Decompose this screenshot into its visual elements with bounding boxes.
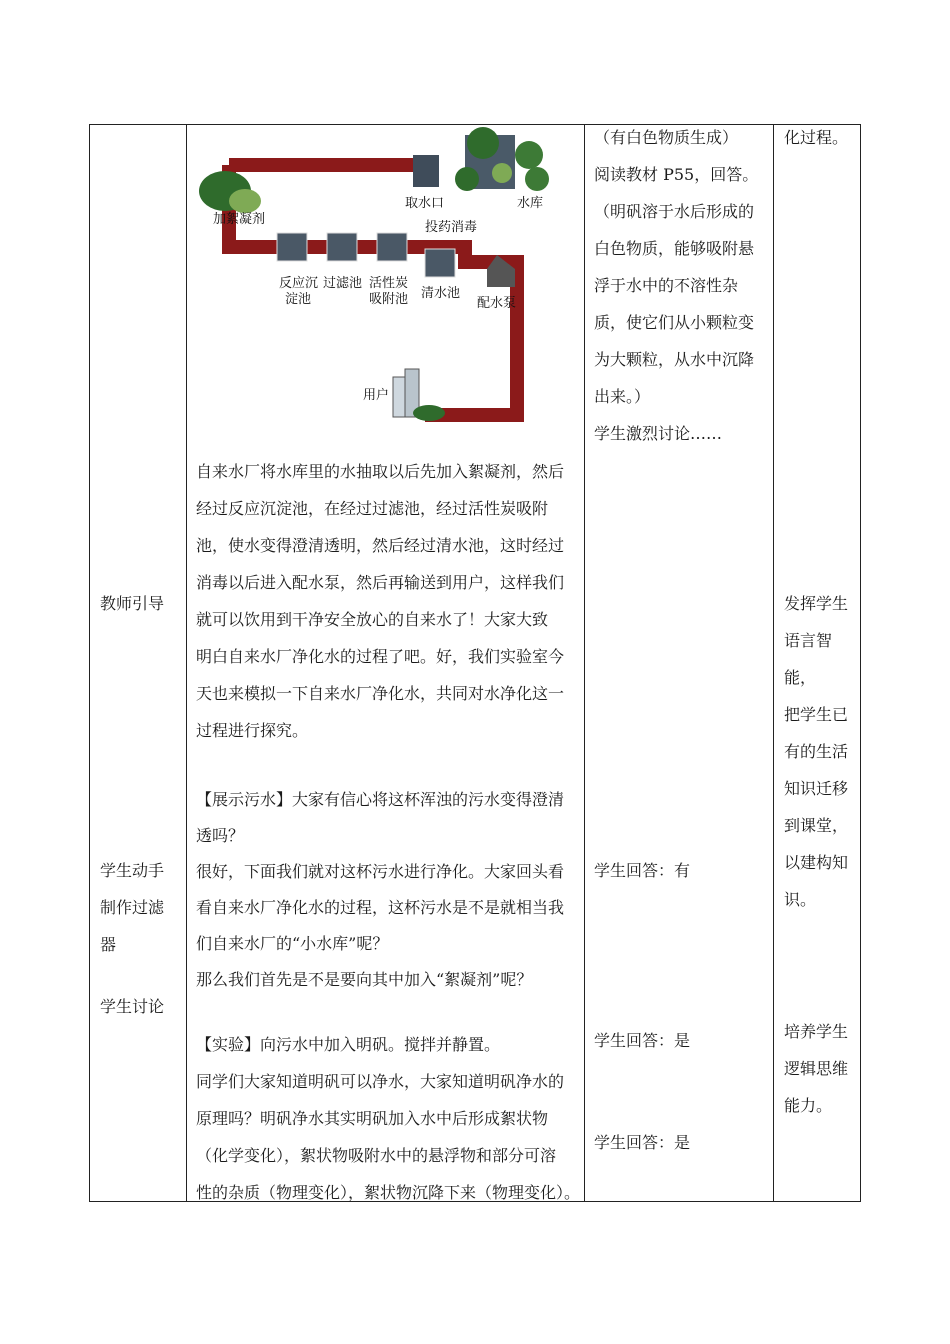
student-answer-3: 学生回答：是: [594, 1133, 691, 1152]
label-disinfect: 投药消毒: [425, 220, 478, 235]
building-icon: [393, 369, 445, 421]
experiment-paragraph: 【实验】向污水中加入明矾。搅拌并静置。 同学们大家知道明矾可以净水，大家知道明矾净水的 原理吗？明矾净水其实明矾加入水中后形成絮状物 （化学变化），絮状物吸附水中的悬浮物和部分可溶 性的杂质（物理变化），絮状物沉降下来（物理变化）。: [196, 1035, 581, 1202]
column-divider: [186, 125, 187, 1201]
label-pump: 配水泵: [477, 296, 517, 311]
design-purpose-1: 发挥学生 语言智 能， 把学生已 有的生活 知识迁移 到课堂， 以建构知 识。: [784, 594, 849, 909]
column-divider: [584, 125, 585, 1201]
design-purpose-2: 培养学生 逻辑思维 能力。: [784, 1022, 849, 1115]
label-student-discuss: 学生讨论: [100, 997, 165, 1016]
explanation-paragraph: 自来水厂将水库里的水抽取以后先加入絮凝剂，然后 经过反应沉淀池，在经过过滤池，经过活性炭吸附 池，使水变得澄清透明，然后经过清水池，这时经过 消毒以后进入配水泵，然后再输送到用户，这样我们 就可以饮用到干净安全放心的自来水了！大家大致 明白自来水厂净化水的过程了吧。好，我们实验室今 天也来模拟一下自来水厂净化水，共同对水净化这一 过程进行探究。: [196, 462, 565, 740]
label-user: 用户: [363, 388, 390, 403]
water-plant-diagram: [197, 127, 553, 427]
label-student-make: 学生动手 制作过滤 器: [100, 861, 165, 954]
label-filter: 过滤池: [323, 276, 363, 291]
sewage-paragraph: 【展示污水】大家有信心将这杯浑浊的污水变得澄清 透吗？ 很好，下面我们就对这杯污水进行净化。大家回头看 看自来水厂净化水的过程，这杯污水是不是就相当我 们自来水厂的“小水库”呢？ 那么我们首先是不是要向其中加入“絮凝剂”呢？: [196, 790, 565, 989]
label-teacher-guide: 教师引导: [100, 594, 165, 613]
label-intake: 取水口: [405, 196, 445, 211]
student-answer-2: 学生回答：是: [594, 1031, 691, 1050]
column-divider: [773, 125, 774, 1201]
label-carbon-2: 吸附池: [369, 292, 409, 307]
label-clear: 清水池: [421, 286, 461, 301]
lesson-table: [89, 124, 861, 1202]
label-sediment: 反应沉: [279, 276, 319, 291]
tank-icons: [277, 233, 455, 277]
intake-icon: [413, 155, 439, 187]
reservoir-icon: [455, 127, 549, 191]
student-answer-1: 学生回答：有: [594, 861, 691, 880]
label-sediment-2: 淀池: [285, 292, 312, 307]
label-reservoir: 水库: [517, 196, 544, 211]
label-coagulant: 加絮凝剂: [213, 212, 266, 227]
label-carbon: 活性炭: [369, 276, 409, 291]
student-activity-top: （有白色物质生成） 阅读教材 P55，回答。 （明矾溶于水后形成的 白色物质，能够吸附悬 浮于水中的不溶性杂 质，使它们从小颗粒变 为大颗粒，从水中沉降 出来。） 学生激烈讨论……: [594, 128, 759, 443]
hill-icon: [199, 171, 261, 213]
design-purpose-top: 化过程。: [784, 128, 849, 147]
